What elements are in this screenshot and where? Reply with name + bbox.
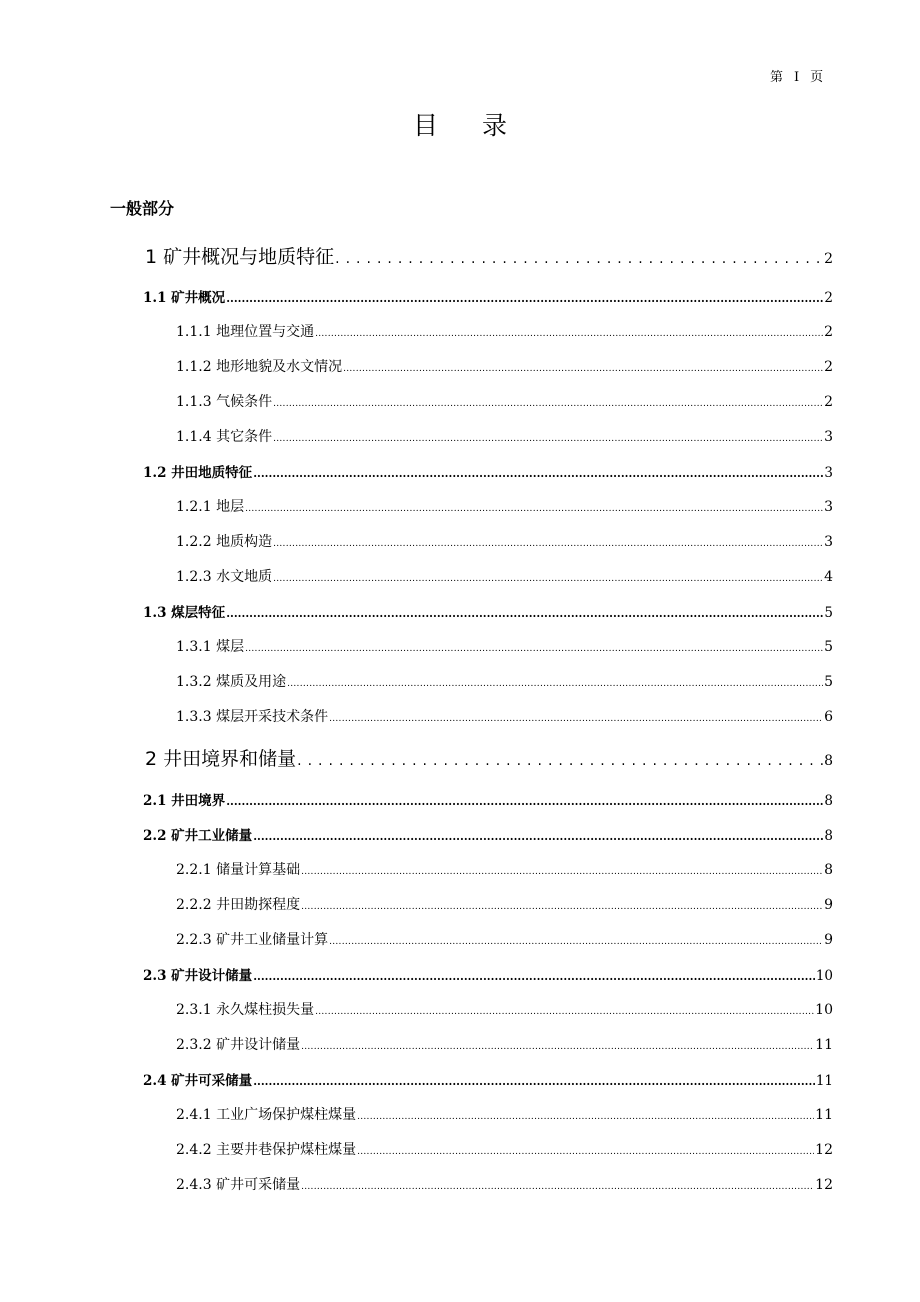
toc-entry-title: 1.3 煤层特征 bbox=[143, 605, 226, 621]
toc-entry[interactable] bbox=[176, 894, 833, 914]
page-number-prefix: 第 bbox=[770, 70, 784, 85]
toc-entry-title: 2.2.2 井田勘探程度 bbox=[176, 897, 301, 913]
toc-dot-leader bbox=[226, 605, 823, 621]
toc-dot-leader bbox=[273, 534, 823, 550]
toc-entry-page: 11 bbox=[815, 1037, 833, 1053]
toc-entry[interactable] bbox=[176, 321, 833, 341]
toc-entry-page: 10 bbox=[815, 968, 833, 984]
toc-dot-leader bbox=[226, 793, 823, 809]
toc-entry-page: 3 bbox=[824, 465, 833, 481]
toc-entry-page: 3 bbox=[824, 429, 833, 445]
toc-entry-page: 12 bbox=[815, 1177, 833, 1193]
toc-entry-page: 3 bbox=[824, 499, 833, 515]
toc-entry-title: 1.2.2 地质构造 bbox=[176, 534, 273, 550]
toc-entry-page: 2 bbox=[824, 324, 833, 340]
toc-entry-title: 1.3.1 煤层 bbox=[176, 639, 245, 655]
toc-dot-leader bbox=[301, 897, 823, 913]
toc-entry[interactable] bbox=[145, 744, 833, 771]
toc-entry[interactable] bbox=[143, 789, 833, 809]
toc-entry-page: 12 bbox=[815, 1142, 833, 1158]
toc-entry-page: 8 bbox=[824, 793, 833, 809]
toc-entry[interactable] bbox=[176, 566, 833, 586]
toc-entry-title: 1.1.2 地形地貌及水文情况 bbox=[176, 359, 343, 375]
toc-entry-page: 10 bbox=[815, 1002, 833, 1018]
toc-entry[interactable] bbox=[143, 601, 833, 621]
page-title-part2: 录 bbox=[482, 111, 508, 140]
toc-entry[interactable] bbox=[176, 1174, 833, 1194]
toc-entry[interactable] bbox=[176, 356, 833, 376]
toc-dot-leader bbox=[301, 1177, 814, 1193]
toc-entry-page: 9 bbox=[824, 897, 833, 913]
toc-dot-leader bbox=[273, 569, 823, 585]
toc-dot-leader bbox=[253, 465, 823, 481]
toc-entry-title: 2.2.1 储量计算基础 bbox=[176, 862, 301, 878]
toc-entry-title: 1.2 井田地质特征 bbox=[143, 465, 253, 481]
toc-dot-leader bbox=[301, 1037, 814, 1053]
toc-entry-title: 2.3.2 矿井设计储量 bbox=[176, 1037, 301, 1053]
toc-dot-leader bbox=[253, 1073, 815, 1089]
toc-entry[interactable] bbox=[176, 531, 833, 551]
toc-entry-title: 2.2 矿井工业储量 bbox=[143, 828, 253, 844]
toc-entry-page: 9 bbox=[824, 932, 833, 948]
toc-entry[interactable] bbox=[176, 636, 833, 656]
toc-entry-page: 11 bbox=[815, 1073, 833, 1089]
toc-entry-title: 1.2.3 水文地质 bbox=[176, 569, 273, 585]
toc-entry-title: 1.3.2 煤质及用途 bbox=[176, 674, 287, 690]
toc-dot-leader bbox=[253, 828, 823, 844]
toc-entry[interactable] bbox=[176, 1139, 833, 1159]
toc-entry-page: 5 bbox=[824, 674, 833, 690]
toc-entry[interactable] bbox=[145, 242, 833, 269]
page-number-value: I bbox=[794, 70, 800, 85]
toc-dot-leader bbox=[315, 324, 823, 340]
toc-dot-leader bbox=[273, 394, 823, 410]
toc-entry[interactable] bbox=[176, 1034, 833, 1054]
toc-entry-title: 2.4.2 主要井巷保护煤柱煤量 bbox=[176, 1142, 357, 1158]
toc-dot-leader bbox=[253, 968, 815, 984]
part-label: 一般部分 bbox=[110, 199, 175, 218]
toc-entry-title: 2.3.1 永久煤柱损失量 bbox=[176, 1002, 315, 1018]
toc-entry[interactable] bbox=[143, 824, 833, 844]
toc-dot-leader bbox=[343, 359, 823, 375]
toc-entry-page: 5 bbox=[824, 639, 833, 655]
toc-entry-page: 6 bbox=[824, 709, 833, 725]
toc-entry-title: 2 井田境界和储量 bbox=[145, 748, 297, 770]
toc-entry-title: 2.1 井田境界 bbox=[143, 793, 226, 809]
toc-entry-title: 2.3 矿井设计储量 bbox=[143, 968, 253, 984]
toc-dot-leader bbox=[301, 862, 823, 878]
toc-entry-title: 1 矿井概况与地质特征 bbox=[145, 246, 335, 268]
toc-entry-page: 11 bbox=[815, 1107, 833, 1123]
toc-entry[interactable] bbox=[143, 461, 833, 481]
toc-entry-title: 2.2.3 矿井工业储量计算 bbox=[176, 932, 329, 948]
toc-entry-title: 1.1 矿井概况 bbox=[143, 290, 226, 306]
toc-entry-title: 1.3.3 煤层开采技术条件 bbox=[176, 709, 329, 725]
toc-entry[interactable] bbox=[143, 286, 833, 306]
toc-dot-leader bbox=[329, 709, 823, 725]
toc-entry[interactable] bbox=[176, 671, 833, 691]
toc-entry[interactable] bbox=[143, 1069, 833, 1089]
toc-entry-page: 2 bbox=[824, 290, 833, 306]
toc-dot-leader bbox=[245, 639, 823, 655]
toc-entry[interactable] bbox=[176, 929, 833, 949]
toc-entry[interactable] bbox=[176, 859, 833, 879]
toc-entry-page: 3 bbox=[824, 534, 833, 550]
page-number-suffix: 页 bbox=[810, 70, 824, 85]
toc-entry-page: 8 bbox=[824, 862, 833, 878]
toc-dot-leader bbox=[287, 674, 823, 690]
toc-dot-leader bbox=[245, 499, 823, 515]
toc-dot-leader bbox=[297, 748, 823, 770]
toc-entry-page: 8 bbox=[824, 753, 833, 769]
toc-entry-title: 1.1.1 地理位置与交通 bbox=[176, 324, 315, 340]
toc-entry-page: 2 bbox=[824, 394, 833, 410]
toc-entry-title: 1.1.3 气候条件 bbox=[176, 394, 273, 410]
toc-dot-leader bbox=[315, 1002, 814, 1018]
toc-entry-title: 1.1.4 其它条件 bbox=[176, 429, 273, 445]
toc-entry-title: 1.2.1 地层 bbox=[176, 499, 245, 515]
toc-entry[interactable] bbox=[176, 426, 833, 446]
toc-entry-title: 2.4 矿井可采储量 bbox=[143, 1073, 253, 1089]
toc-entry-page: 4 bbox=[824, 569, 833, 585]
toc-entry[interactable] bbox=[176, 706, 833, 726]
page-title-part1: 目 bbox=[412, 111, 438, 140]
toc-dot-leader bbox=[329, 932, 823, 948]
toc-dot-leader bbox=[357, 1142, 814, 1158]
toc-entry[interactable] bbox=[176, 391, 833, 411]
toc-entry[interactable] bbox=[176, 496, 833, 516]
toc-entry[interactable] bbox=[143, 964, 833, 984]
toc-entry-page: 8 bbox=[824, 828, 833, 844]
toc-dot-leader bbox=[226, 290, 823, 306]
toc-entry-title: 2.4.1 工业广场保护煤柱煤量 bbox=[176, 1107, 357, 1123]
toc-entry[interactable] bbox=[176, 999, 833, 1019]
toc-entry[interactable] bbox=[176, 1104, 833, 1124]
toc-entry-title: 2.4.3 矿井可采储量 bbox=[176, 1177, 301, 1193]
toc-entry-page: 5 bbox=[824, 605, 833, 621]
toc-dot-leader bbox=[273, 429, 823, 445]
toc-entry-page: 2 bbox=[824, 359, 833, 375]
toc-dot-leader bbox=[335, 246, 823, 268]
toc-dot-leader bbox=[357, 1107, 814, 1123]
toc-entry-page: 2 bbox=[824, 251, 833, 267]
